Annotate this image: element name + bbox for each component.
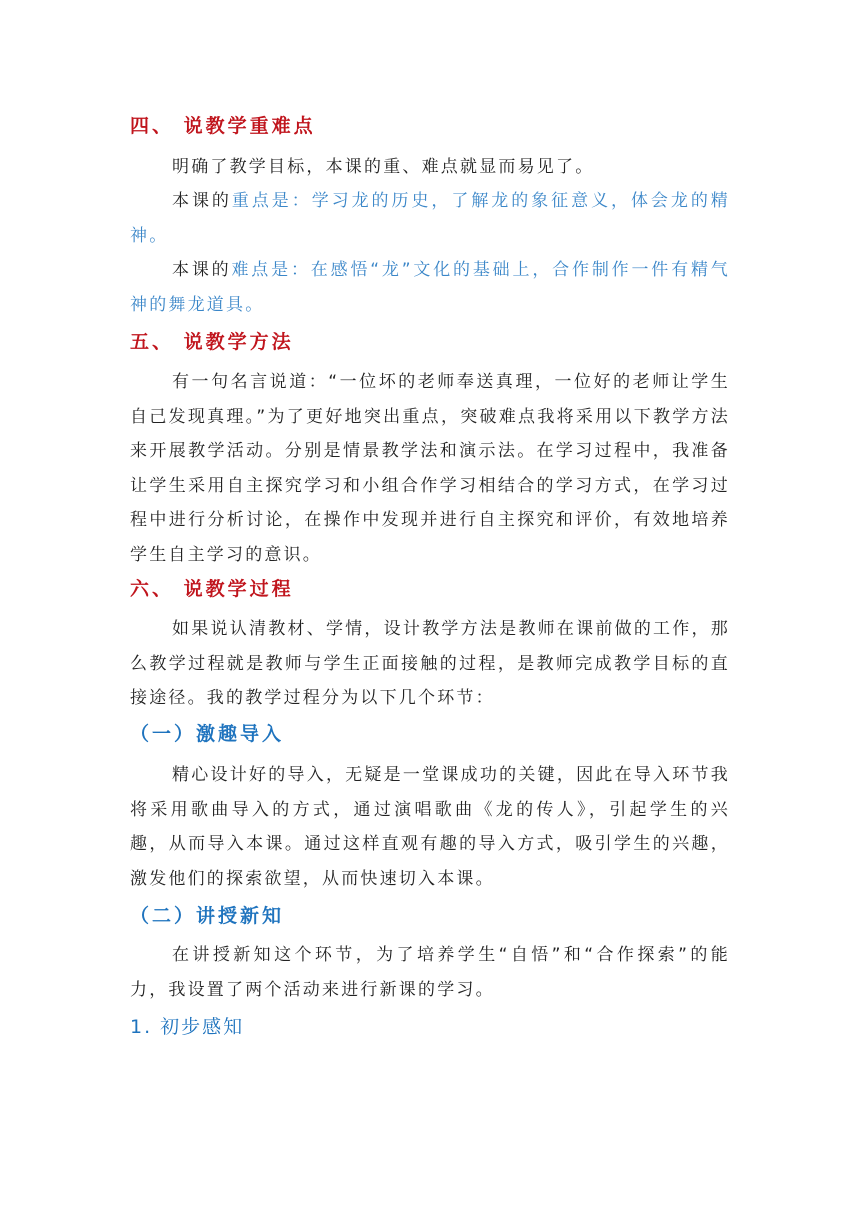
difficult-point-prefix: 本课的: [172, 260, 232, 280]
subheading-introduction: （一）激趣导入: [130, 723, 285, 745]
key-point-prefix: 本课的: [172, 191, 232, 211]
section-heading-key-difficult-points: 四、 说教学重难点: [130, 115, 316, 137]
paragraph-intro: 明确了教学目标，本课的重、难点就显而易见了。: [172, 157, 595, 177]
key-point-text: 重点是：学习龙的历史，了解龙的象征意义，体会龙的精神。: [130, 191, 730, 246]
section-heading-teaching-process: 六、 说教学过程: [130, 578, 294, 600]
subheading-new-knowledge: （二）讲授新知: [130, 905, 285, 927]
paragraph-difficult-point: [130, 253, 730, 322]
paragraph-key-point: [130, 184, 730, 253]
paragraph-teaching-process: 如果说认清教材、学情，设计教学方法是教师在课前做的工作，那么教学过程就是教师与学生正面接触的过程，是教师完成教学目标的直接途径。我的教学过程分为以下几个环节：: [130, 619, 730, 708]
list-item-initial-perception: 1. 初步感知: [130, 1016, 245, 1038]
difficult-point-text: 难点是：在感悟“龙”文化的基础上，合作制作一件有精气神的舞龙道具。: [130, 260, 730, 315]
paragraph-teaching-methods: 有一句名言说道：“一位坏的老师奉送真理，一位好的老师让学生自己发现真理。”为了更好地突出重点，突破难点我将采用以下教学方法来开展教学活动。分别是情景教学法和演示法。在学习过程中，我准备让学生采用自主探究学习和小组合作学习相结合的学习方式，在学习过程中进行分析讨论，在操作中发现并进行自主探究和评价，有效地培养学生自主学习的意识。: [130, 372, 730, 565]
paragraph-new-knowledge: 在讲授新知这个环节，为了培养学生“自悟”和“合作探索”的能力，我设置了两个活动来进行新课的学习。: [130, 945, 730, 1000]
section-heading-teaching-methods: 五、 说教学方法: [130, 331, 294, 353]
paragraph-introduction: 精心设计好的导入，无疑是一堂课成功的关键，因此在导入环节我将采用歌曲导入的方式，通过演唱歌曲《龙的传人》，引起学生的兴趣，从而导入本课。通过这样直观有趣的导入方式，吸引学生的兴趣，激发他们的探索欲望，从而快速切入本课。: [130, 765, 730, 889]
